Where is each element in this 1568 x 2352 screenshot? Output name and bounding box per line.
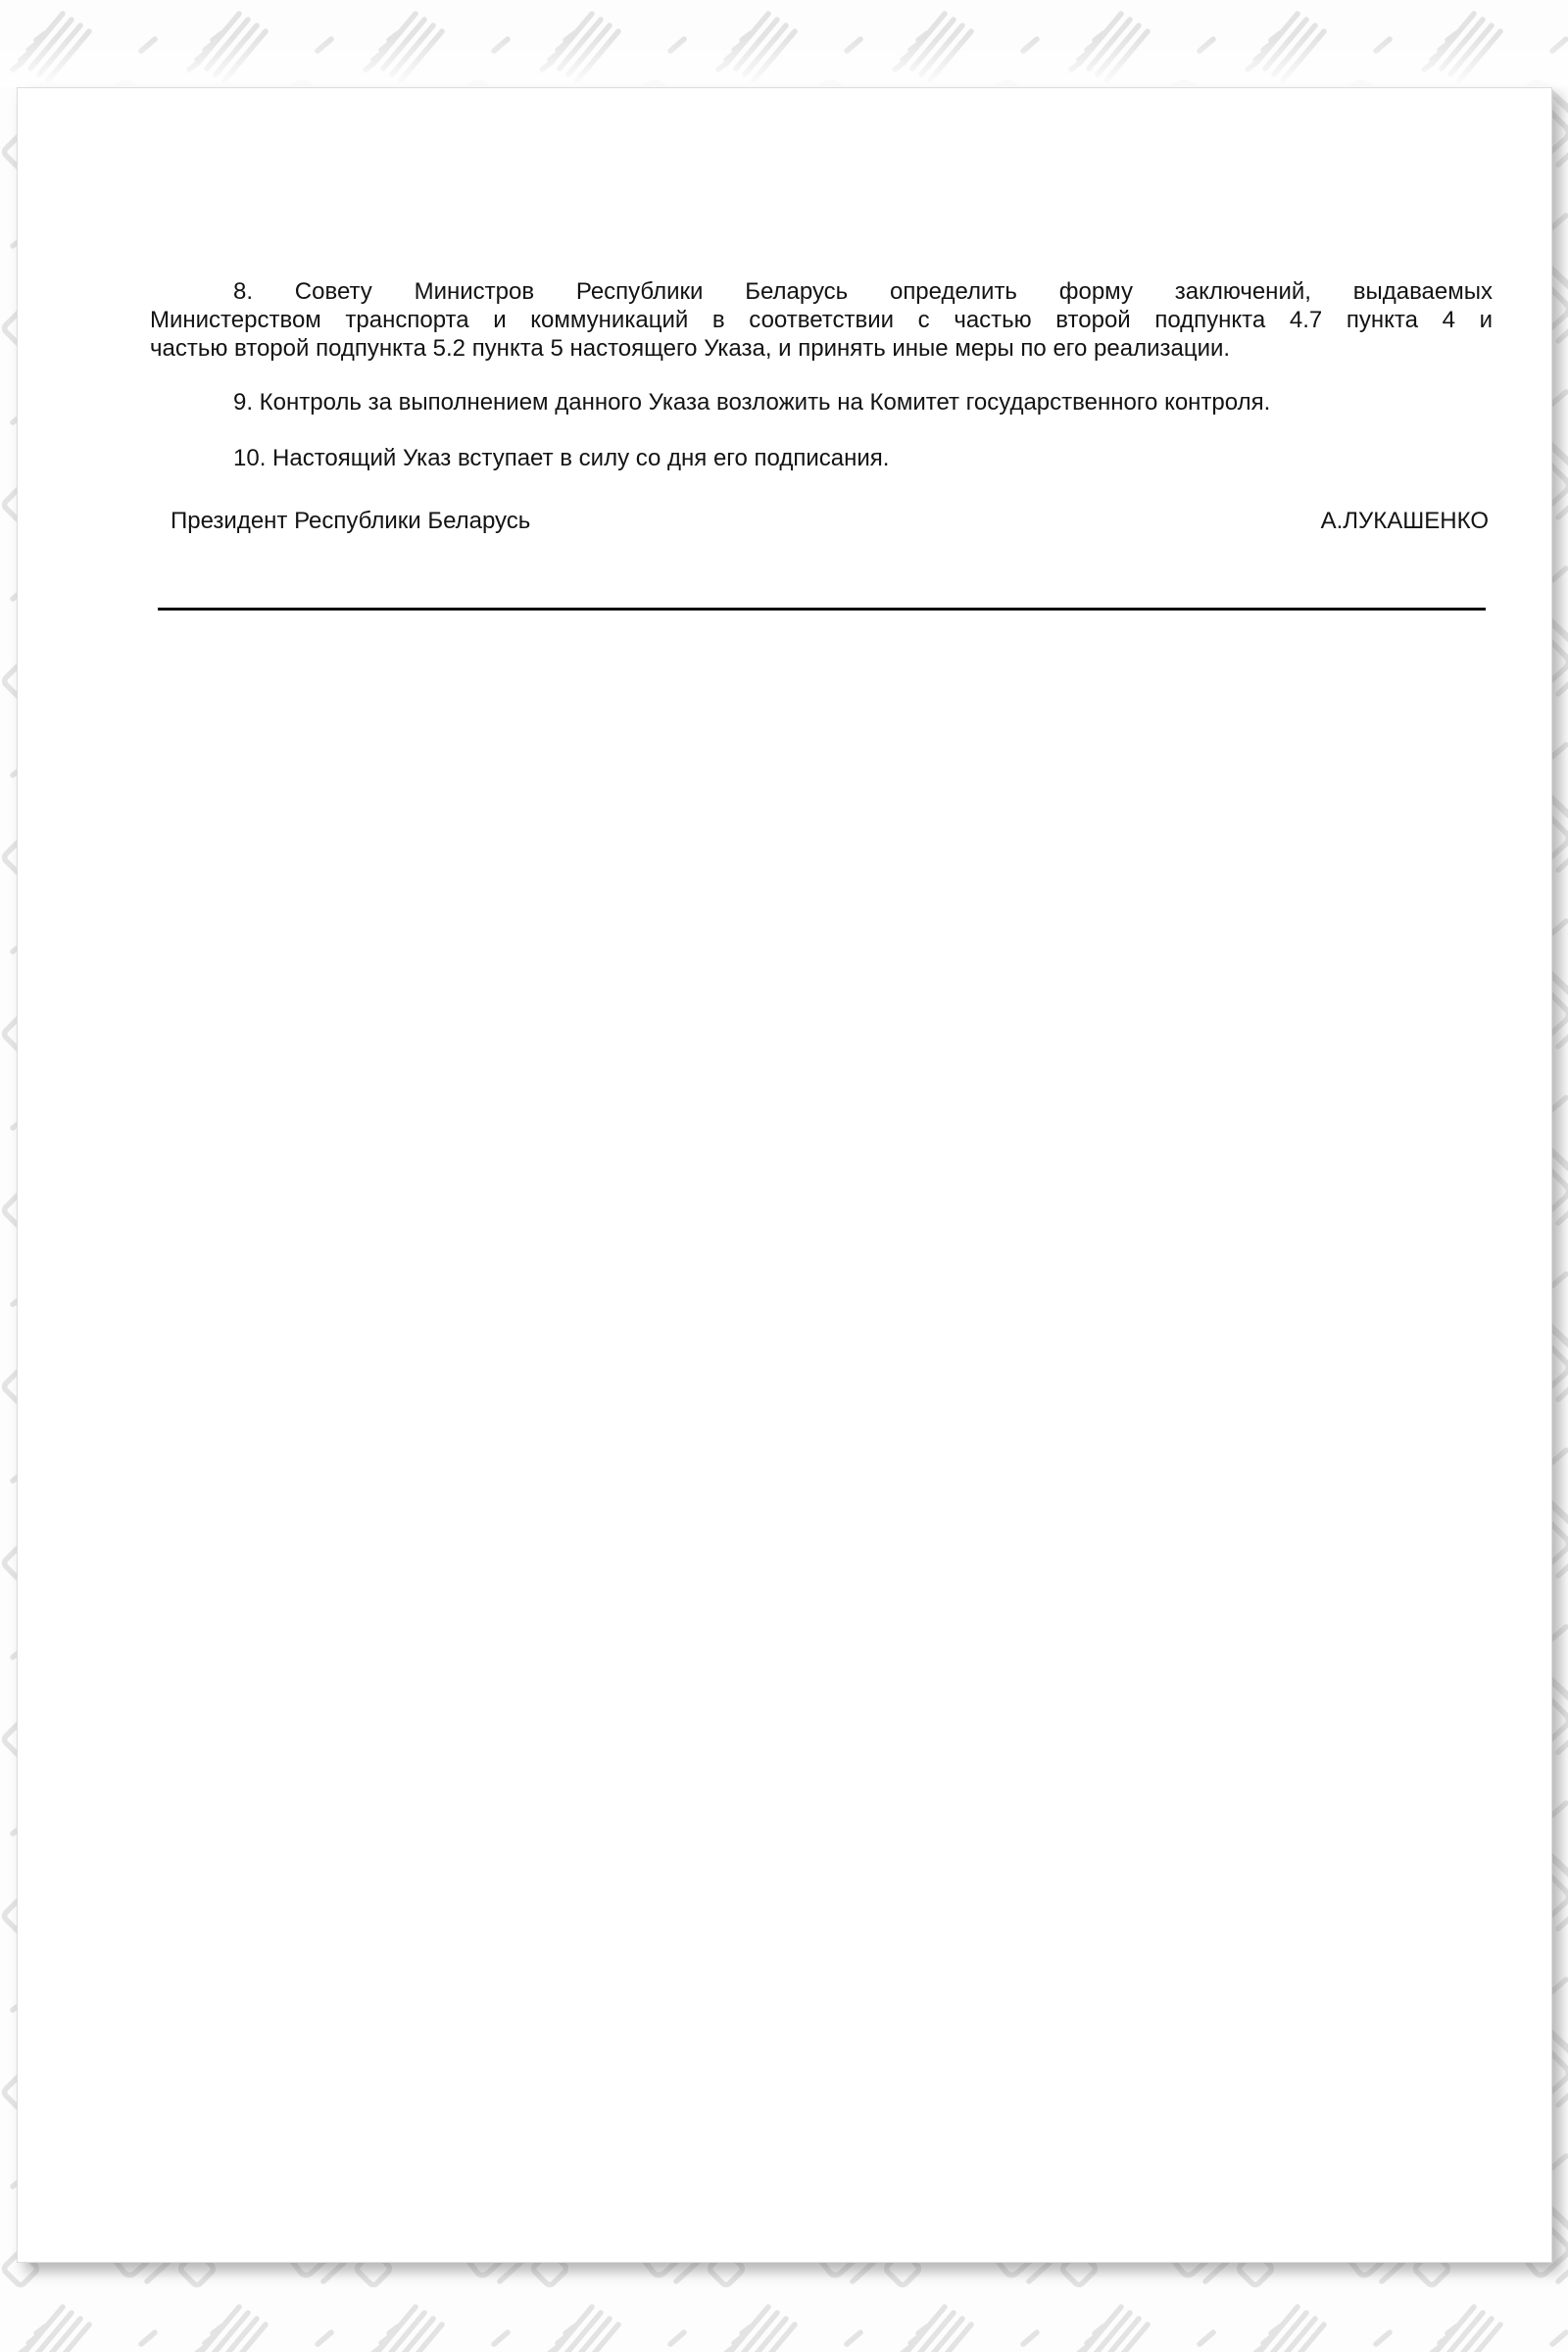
document-page bbox=[17, 87, 1552, 2263]
paragraph-line: частью второй подпункта 5.2 пункта 5 настоящего Указа, и принять иные меры по его реализации. bbox=[150, 335, 1231, 362]
decree-paragraph-10: 10. Настоящий Указ вступает в силу со дня его подписания. bbox=[233, 445, 890, 471]
signature-title: Президент Республики Беларусь bbox=[171, 508, 531, 534]
decree-paragraph-8 bbox=[150, 277, 1493, 363]
paragraph-line: 8. Совету Министров Республики Беларусь определить форму заключений, выдаваемых bbox=[233, 278, 1493, 305]
document-content bbox=[18, 88, 1551, 2262]
separator-line bbox=[158, 608, 1486, 611]
background-fade bbox=[0, 38, 1568, 87]
paragraph-line: Министерством транспорта и коммуникаций в соответствии с частью второй подпункта 4.7 пункта 4 и bbox=[150, 307, 1493, 333]
signature-name: А.ЛУКАШЕНКО bbox=[1320, 508, 1489, 534]
signature-row bbox=[171, 507, 1489, 535]
decree-paragraph-9: 9. Контроль за выполнением данного Указа возложить на Комитет государственного контроля. bbox=[233, 389, 1271, 416]
